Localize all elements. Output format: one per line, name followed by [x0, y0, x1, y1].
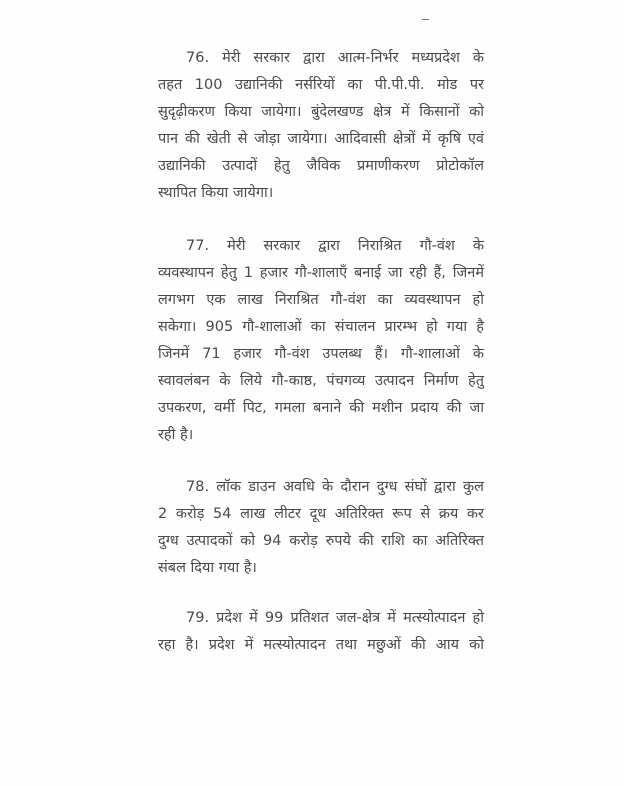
paragraph-78	[158, 474, 484, 582]
paragraph-line: स्थापित किया जायेगा।	[158, 185, 274, 201]
paragraph-line: रही है।	[158, 427, 194, 443]
paragraph-line: उद्यानिकी उत्पादों हेतु जैविक प्रमाणीकरण प्रोटोकॉल	[158, 158, 484, 174]
paragraph-79	[158, 605, 484, 659]
paragraph-line: 79. प्रदेश में 99 प्रतिशत जल-क्षेत्र में मत्स्योत्पादन हो	[186, 610, 484, 626]
paragraph-line: स्वावलंबन के लिये गौ-काष्ठ, पंचगव्य उत्पादन निर्माण हेतु	[158, 373, 484, 389]
page-mark	[422, 19, 429, 20]
paragraph-line: उपकरण, वर्मी पिट, गमला बनाने की मशीन प्रदाय की जा	[158, 400, 484, 416]
paragraph-line: 76. मेरी सरकार द्वारा आत्म-निर्भर मध्यप्रदेश के	[186, 50, 484, 66]
paragraph-line: रहा है। प्रदेश में मत्स्योत्पादन तथा मछुओं की आय को	[158, 637, 484, 653]
paragraph-line: व्यवस्थापन हेतु 1 हजार गौ-शालाएँ बनाई जा रही हैं, जिनमें	[158, 265, 484, 281]
paragraph-line: दुग्ध उत्पादकों को 94 करोड़ रुपये की राशि का अतिरिक्त	[158, 533, 484, 549]
paragraph-line: सकेगा। 905 गौ-शालाओं का संचालन प्रारम्भ हो गया है	[158, 319, 484, 335]
paragraph-line: सुदृढ़ीकरण किया जायेगा। बुंदेलखण्ड क्षेत्र में किसानों को	[158, 104, 484, 120]
paragraph-77	[158, 233, 484, 449]
paragraph-line: संबल दिया गया है।	[158, 560, 257, 576]
paragraph-line: जिनमें 71 हजार गौ-वंश उपलब्ध हैं। गौ-शालाओं के	[158, 346, 484, 362]
paragraph-line: 78. लॉक डाउन अवधि के दौरान दुग्ध संघों द्वारा कुल	[186, 479, 484, 495]
paragraph-line: 77. मेरी सरकार द्वारा निराश्रित गौ-वंश के	[186, 238, 484, 254]
paragraph-line: 2 करोड़ 54 लाख लीटर दूध अतिरिक्त रूप से क्रय कर	[158, 506, 484, 522]
paragraph-line: पान की खेती से जोड़ा जायेगा। आदिवासी क्षेत्रों में कृषि एवं	[158, 131, 484, 147]
paragraph-line: लगभग एक लाख निराश्रित गौ-वंश का व्यवस्थापन हो	[158, 292, 484, 308]
paragraph-76	[158, 45, 484, 207]
paragraph-line: तहत 100 उद्यानिकी नर्सरियों का पी.पी.पी. मोड पर	[158, 77, 484, 93]
